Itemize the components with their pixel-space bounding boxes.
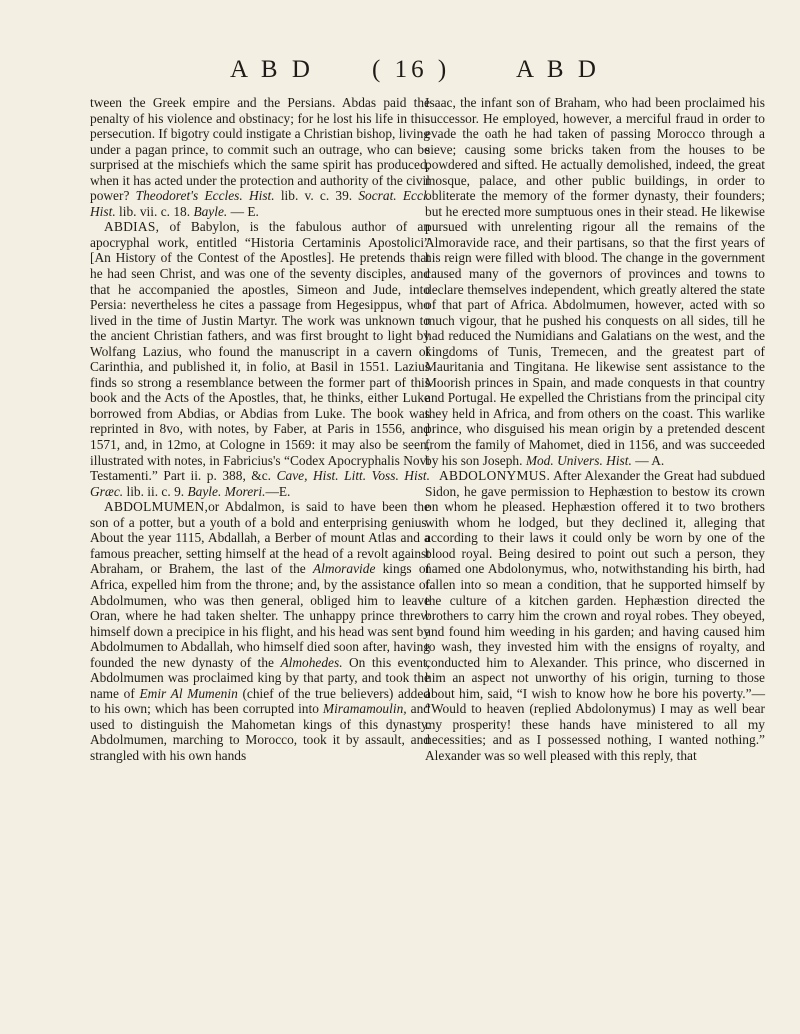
- running-head-right: A B D: [516, 56, 600, 83]
- page-number: ( 16 ): [372, 56, 451, 83]
- entry-abdolonymus: ABDOLONYMUS. After Alexander the Great had subdued Sidon, he gave permission to Hephæstion to bestow its crown on whom he pleased. Hephæstion offered it to two brothers with whom he lodged, but they declined it, alleging that according to their laws it could only be worn by one of the blood royal. Being desired to point out such a person, they named one Abdolonymus, who, notwithstanding his birth, had fallen into so mean a condition, that he supported himself by the culture of a kitchen garden. Hephæstion directed the brothers to carry him the crown and royal robes. They obeyed, and found him weeding in his garden; and having caused him to wash, they invested him with the ensigns of royalty, and conducted him to Alexander. This prince, who discerned in him an aspect not unworthy of his origin, turning to those about him, said, “I wish to know how he bore his poverty.”— “Would to heaven (replied Abdolonymus) I may as well bear my prosperity! these hands have ministered to all my necessities; and as I possessed nothing, I wanted nothing.” Alexander was so well pleased with this reply, that: [425, 468, 766, 763]
- entry-abdias: ABDIAS, of Babylon, is the fabulous author of an apocryphal work, entitled “Historia Certaminis Apostolici” [An History of the Contest of the Apostles]. He pretends that he had seen Christ, and was one of the seventy disciples, and that he accompanied the apostles, Simeon and Jude, into Persia: nevertheless he cites a passage from Hegesippus, who lived in the time of Justin Martyr. The work was unknown to the ancient Christian fathers, and was first brought to light by Wolfang Lazius, who found the manuscript in a cavern of Carinthia, and published it, in folio, at Basil in 1551. Lazius finds so strong a resemblance between the former part of this book and the Acts of the Apostles, that, he thinks, either Luke borrowed from Abdias, or Abdias from Luke. The book was reprinted in 8vo, with notes, by Faber, at Paris in 1556, and 1571, and, in 12mo, at Cologne in 1569: it may also be seen, illustrated with notes, in Fabricius's “Codex Apocryphalis Novi Testamenti.” Part ii. p. 388, &c. Cave, Hist. Litt. Voss. Hist. Græc. lib. ii. c. 9. Bayle. Moreri.—E.: [90, 219, 430, 499]
- left-column: [90, 95, 430, 764]
- entry-head-abdias: ABDIAS,: [104, 219, 160, 235]
- right-column: [425, 95, 765, 764]
- continued-paragraph: tween the Greek empire and the Persians. Abdas paid the penalty of his violence and obstinacy; for he lost his life in this persecution. If bigotry could instigate a Christian bishop, living under a pagan prince, to commit such an outrage, who can be surprised at the mischiefs which the same spirit has produced, when it has acted under the protection and authority of the civil power? Theodoret's Eccles. Hist. lib. v. c. 39. Socrat. Eccl. Hist. lib. vii. c. 18. Bayle. — E.: [90, 95, 430, 219]
- entry-head-abdolmumen: ABDOLMUMEN,: [104, 499, 209, 515]
- entry-head-abdolonymus: ABDOLONYMUS.: [439, 468, 551, 484]
- running-head: [0, 56, 800, 90]
- entry-abdolmumen: ABDOLMUMEN,or Abdalmon, is said to have been the son of a potter, but a youth of a bold and enterprising genius. About the year 1115, Abdallah, a Berber of mount Atlas and a famous preacher, setting himself at the head of a revolt against Abraham, or Brahem, the last of the Almoravide kings of Africa, expelled him from the throne; and, by the assistance of Abdolmumen, who was then general, obliged him to leave Oran, where he had taken shelter. The unhappy prince threw himself down a precipice in his flight, and his head was sent by Abdolmumen to Abdallah, who himself died soon after, having founded the new dynasty of the Almohedes. On this event, Abdolmumen was proclaimed king by that party, and took the name of Emir Al Mumenin (chief of the true believers) added to his own; which has been corrupted into Miramamoulin, and used to distinguish the Mahometan kings of this dynasty. Abdolmumen, marching to Morocco, took it by assault, and strangled with his own hands: [90, 499, 430, 763]
- continued-paragraph-right: Isaac, the infant son of Braham, who had been proclaimed his successor. He employed, however, a merciful fraud in order to evade the oath he had taken of passing Morocco through a sieve; causing some bricks taken from the houses to be powdered and sifted. He actually demolished, indeed, the great mosque, palace, and other public buildings, in order to obliterate the memory of the former dynasty, their founders; but he erected more sumptuous ones in their stead. He likewise pursued with unrelenting rigour all the remains of the Almoravide race, and their partisans, so that the first years of his reign were filled with blood. The change in the government caused many of the governors of provinces and towns to declare themselves independent, which greatly altered the state of that part of Africa. Abdolmumen, however, acted with so much vigour, that he pushed his conquests on all sides, till he had reduced the Numidians and Galatians on the west, and the kingdoms of Tunis, Tremecen, and the greatest part of Mauritania and Tingitana. He likewise sent assistance to the Moorish princes in Spain, and made conquests in that country and Portugal. He expelled the Christians from the principal city they held in Africa, and from others on the coast. This warlike prince, who disguised his mean origin by a pretended descent from the family of Mahomet, died in 1156, and was succeeded by his son Joseph. Mod. Univers. Hist. — A.: [425, 95, 765, 468]
- running-head-left: A B D: [230, 56, 314, 83]
